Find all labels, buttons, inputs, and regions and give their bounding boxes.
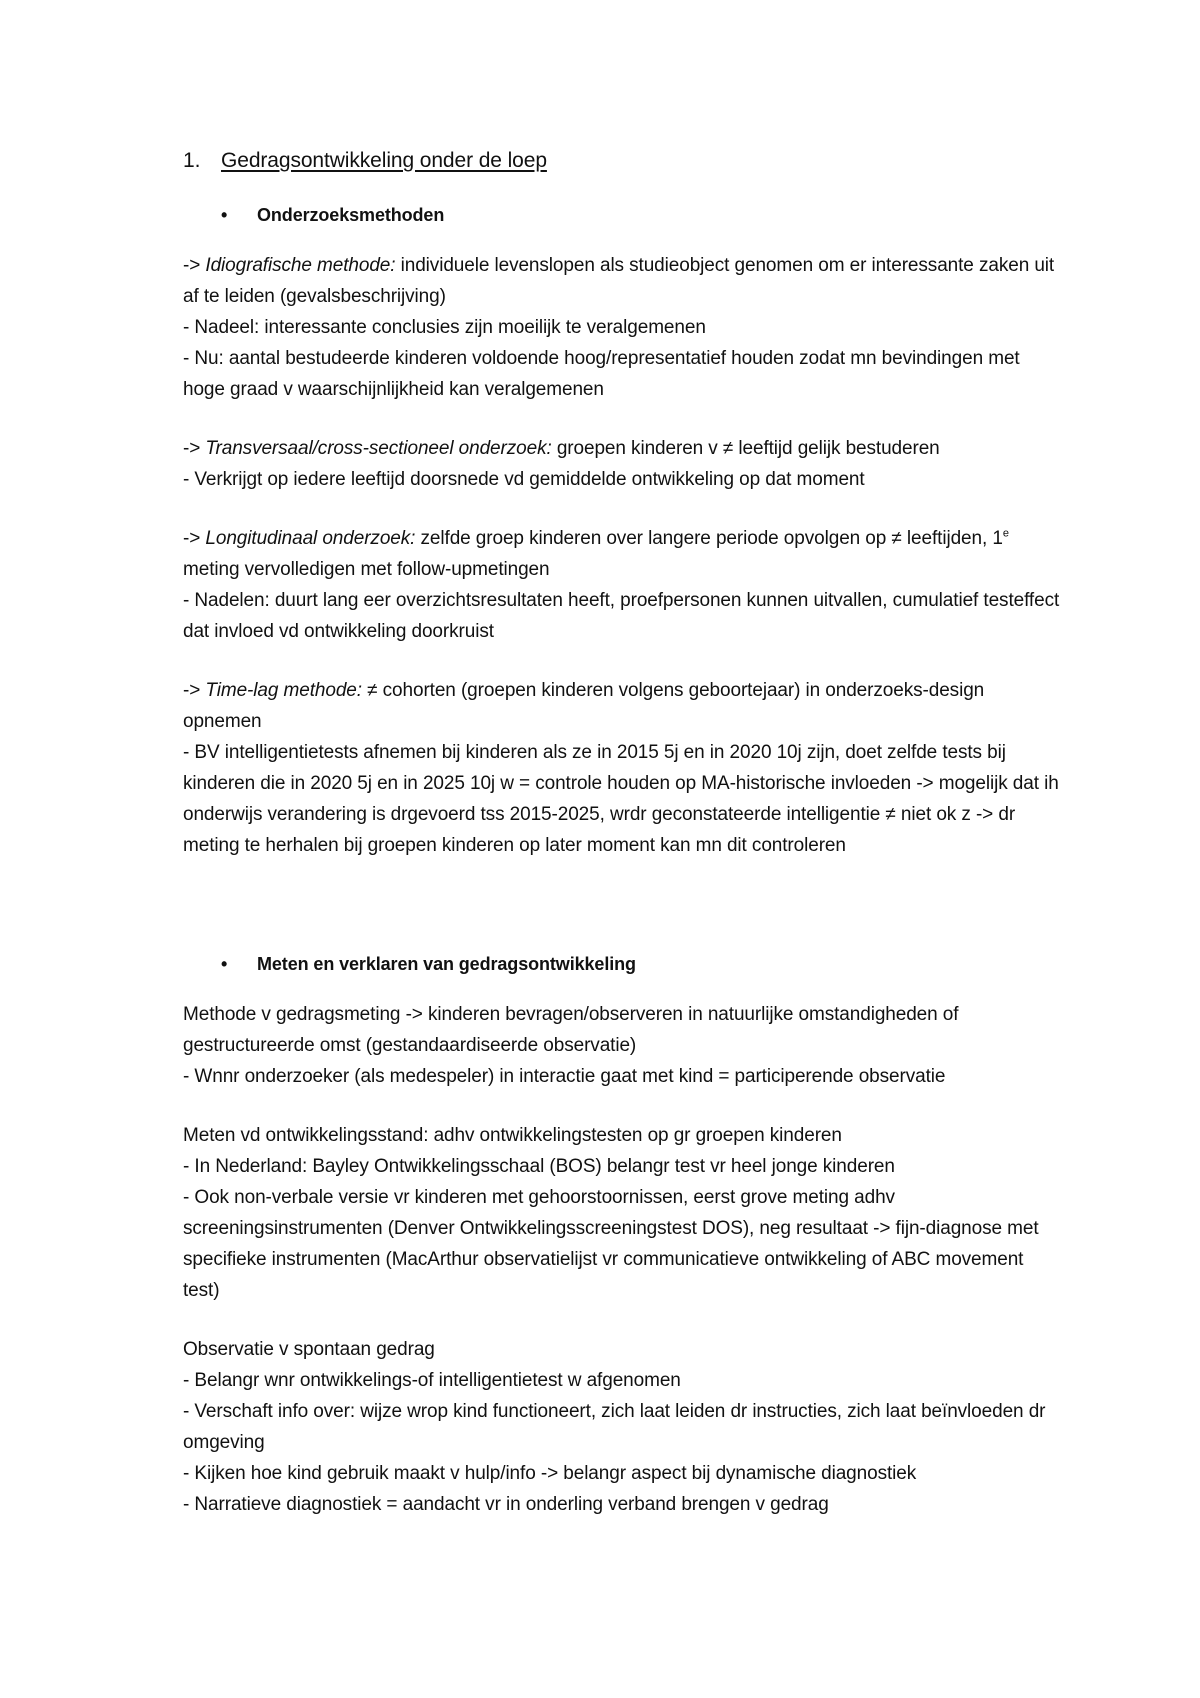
method-description: ≠ cohorten (groepen kinderen volgens geboortejaar) in onderzoeks-design opnemen — [183, 680, 985, 732]
paragraph-line: Observatie v spontaan gedrag — [183, 1339, 435, 1360]
method-term: Transversaal/cross-sectioneel onderzoek: — [205, 438, 552, 459]
block-ontwikkelingsstand — [183, 1120, 1063, 1306]
bullet-icon: • — [221, 205, 228, 225]
chapter-number: 1. — [183, 149, 201, 172]
arrow-text: -> — [183, 438, 206, 459]
method-idiografisch — [183, 250, 1063, 405]
method-description: individuele levenslopen als studieobject genomen om er interessante zaken uit af te leiden (gevalsbeschrijving) — [183, 255, 1055, 307]
list-item: - Verkrijgt op iedere leeftijd doorsnede vd gemiddelde ontwikkeling op dat moment — [183, 469, 865, 490]
bullet-icon: • — [221, 954, 228, 974]
section-title: Meten en verklaren van gedragsontwikkeling — [257, 954, 636, 974]
paragraph-line: Methode v gedragsmeting -> kinderen bevragen/observeren in natuurlijke omstandigheden of gestructureerde omst (gestandaardiseerde observatie) — [183, 1004, 959, 1056]
method-term: Idiografische methode: — [205, 255, 396, 276]
method-transversaal — [183, 433, 1063, 495]
method-definition — [183, 675, 1063, 737]
block-observatie — [183, 1334, 1063, 1520]
block-gedragsmeting — [183, 999, 1063, 1092]
method-definition — [183, 250, 1063, 312]
list-item: - Nu: aantal bestudeerde kinderen voldoende hoog/representatief houden zodat mn bevindingen met hoge graad v waarschijnlijkheid kan veralgemenen — [183, 348, 1020, 400]
list-item: - Ook non-verbale versie vr kinderen met gehoorstoornissen, eerst grove meting adhv screeningsinstrumenten (Denver Ontwikkelingsscreeningstest DOS), neg resultaat -> fijn-diagnose met specifieke instrumenten (MacArthur observatielijst vr communicatieve ontwikkeling of ABC movement test) — [183, 1187, 1039, 1301]
list-item: - Narratieve diagnostiek = aandacht vr in onderling verband brengen v gedrag — [183, 1494, 829, 1515]
list-item: - Nadelen: duurt lang eer overzichtsresultaten heeft, proefpersonen kunnen uitvallen, cumulatief testeffect dat invloed vd ontwikkeling doorkruist — [183, 590, 1060, 642]
section-heading-onderzoeksmethoden — [183, 200, 1063, 230]
paragraph-line: Meten vd ontwikkelingsstand: adhv ontwikkelingstesten op gr groepen kinderen — [183, 1125, 842, 1146]
arrow-text: -> — [183, 528, 206, 549]
arrow-text: -> — [183, 255, 206, 276]
arrow-text: -> — [183, 680, 206, 701]
method-term: Time-lag methode: — [205, 680, 362, 701]
method-description: zelfde groep kinderen over langere periode opvolgen op ≠ leeftijden, 1 — [415, 528, 1003, 549]
superscript: e — [1002, 527, 1009, 540]
list-item: - Wnnr onderzoeker (als medespeler) in interactie gaat met kind = participerende observatie — [183, 1066, 946, 1087]
method-description: groepen kinderen v ≠ leeftijd gelijk bestuderen — [551, 438, 940, 459]
method-definition — [183, 433, 1063, 464]
method-time-lag — [183, 675, 1063, 861]
section-title: Onderzoeksmethoden — [257, 205, 445, 225]
list-item: - Nadeel: interessante conclusies zijn moeilijk te veralgemenen — [183, 317, 706, 338]
document-content — [183, 146, 1063, 1520]
method-description-cont: meting vervolledigen met follow-upmetingen — [183, 559, 550, 580]
list-item: - Belangr wnr ontwikkelings-of intelligentietest w afgenomen — [183, 1370, 681, 1391]
list-item: - In Nederland: Bayley Ontwikkelingsschaal (BOS) belangr test vr heel jonge kinderen — [183, 1156, 895, 1177]
list-item: - BV intelligentietests afnemen bij kinderen als ze in 2015 5j en in 2020 10j zijn, doet zelfde tests bij kinderen die in 2020 5j en in 2025 10j w = controle houden op MA-historische invloeden -> mogelijk dat ih onderwijs verandering is drgevoerd tss 2015-2025, wrdr geconstateerde intelligentie ≠ niet ok z -> dr meting te herhalen bij groepen kinderen op later moment kan mn dit controleren — [183, 742, 1059, 856]
chapter-heading — [183, 146, 1063, 176]
section-heading-meten-en-verklaren — [183, 949, 1063, 979]
list-item: - Kijken hoe kind gebruik maakt v hulp/info -> belangr aspect bij dynamische diagnostiek — [183, 1463, 917, 1484]
list-item: - Verschaft info over: wijze wrop kind functioneert, zich laat leiden dr instructies, zich laat beïnvloeden dr omgeving — [183, 1401, 1046, 1453]
chapter-title: Gedragsontwikkeling onder de loep — [221, 149, 547, 172]
method-term: Longitudinaal onderzoek: — [205, 528, 416, 549]
method-definition — [183, 523, 1063, 585]
method-longitudinaal — [183, 523, 1063, 647]
